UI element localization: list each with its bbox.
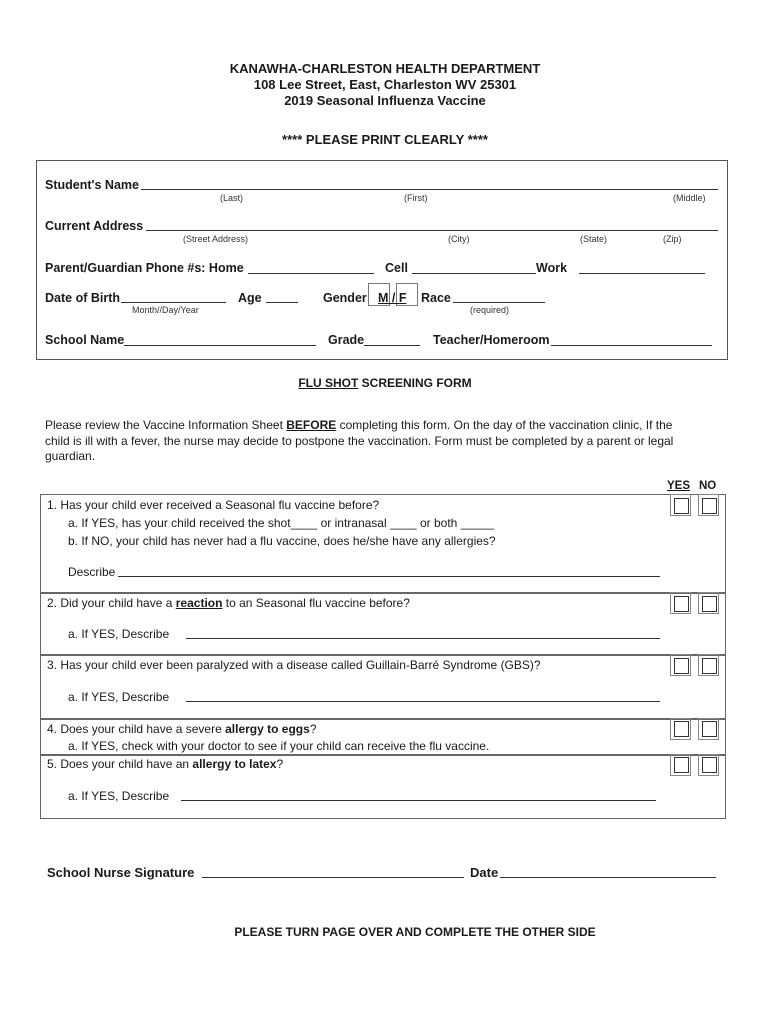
question-2-emphasis: reaction bbox=[175, 596, 223, 610]
student-name-label: Student's Name bbox=[45, 178, 139, 192]
q5-yes-checkbox[interactable] bbox=[674, 757, 689, 773]
intro-text-1: Please review the Vaccine Information Sheet bbox=[45, 418, 287, 432]
question-2-describe-field[interactable] bbox=[186, 638, 660, 639]
teacher-label: Teacher/Homeroom bbox=[433, 333, 550, 347]
intro-before: BEFORE bbox=[286, 418, 337, 432]
question-5-text-pre: 5. Does your child have an bbox=[47, 757, 193, 771]
state-caption: (State) bbox=[580, 234, 608, 244]
screening-title-rest: SCREENING FORM bbox=[358, 376, 472, 390]
q4-no-checkbox[interactable] bbox=[702, 721, 717, 737]
cell-phone-field[interactable] bbox=[412, 273, 536, 274]
date-field[interactable] bbox=[500, 877, 716, 878]
question-2 bbox=[47, 596, 410, 610]
question-2-text-pre: 2. Did your child have a bbox=[47, 596, 176, 610]
first-caption: (First) bbox=[404, 193, 428, 203]
question-3a: a. If YES, Describe bbox=[68, 690, 170, 704]
question-5-describe-field[interactable] bbox=[181, 800, 656, 801]
intro-text-2: completing this form. On the day of the vaccination clinic, If the bbox=[336, 418, 673, 432]
work-phone-field[interactable] bbox=[579, 273, 705, 274]
question-4 bbox=[47, 722, 317, 736]
q3-yes-checkbox[interactable] bbox=[674, 658, 689, 674]
yes-header: YES bbox=[667, 480, 691, 492]
question-4-emphasis: allergy to eggs bbox=[225, 722, 310, 736]
q2-yes-checkbox[interactable] bbox=[674, 596, 689, 612]
school-name-label: School Name bbox=[45, 333, 125, 347]
question-2a: a. If YES, Describe bbox=[68, 627, 170, 641]
intro-line-1 bbox=[45, 418, 725, 432]
question-5-emphasis: allergy to latex bbox=[192, 757, 277, 771]
cell-label: Cell bbox=[385, 261, 408, 275]
address-field[interactable] bbox=[146, 230, 718, 231]
question-3: 3. Has your child ever been paralyzed with a disease called Guillain-Barré Syndrome (GBS)? bbox=[47, 658, 541, 672]
phone-label: Parent/Guardian Phone #s: Home bbox=[45, 261, 244, 275]
q2-no-checkbox[interactable] bbox=[702, 596, 717, 612]
print-clearly-note: **** PLEASE PRINT CLEARLY **** bbox=[282, 132, 488, 147]
q1-yes-checkbox[interactable] bbox=[674, 498, 689, 514]
race-required-caption: (required) bbox=[470, 305, 510, 315]
teacher-field[interactable] bbox=[551, 345, 712, 346]
question-1: 1. Has your child ever received a Seasonal flu vaccine before? bbox=[47, 498, 380, 512]
q5-no-checkbox[interactable] bbox=[702, 757, 717, 773]
screening-title bbox=[0, 376, 770, 390]
student-name-field[interactable] bbox=[141, 189, 718, 190]
question-5a: a. If YES, Describe bbox=[68, 789, 170, 803]
race-field[interactable] bbox=[453, 302, 545, 303]
address-label: Current Address bbox=[45, 219, 144, 233]
no-header: NO bbox=[699, 480, 717, 492]
program-title: 2019 Seasonal Influenza Vaccine bbox=[284, 93, 486, 108]
question-5-text-post: ? bbox=[276, 757, 284, 771]
question-2-text-post: to an Seasonal flu vaccine before? bbox=[222, 596, 410, 610]
question-1-describe-label: Describe bbox=[68, 565, 116, 579]
question-4a: a. If YES, check with your doctor to see if your child can receive the flu vaccine. bbox=[68, 739, 490, 753]
question-5 bbox=[47, 757, 283, 771]
dob-field[interactable] bbox=[121, 302, 226, 303]
q3-no-checkbox[interactable] bbox=[702, 658, 717, 674]
gender-label: Gender bbox=[323, 291, 367, 305]
gender-options: M / F bbox=[378, 291, 407, 305]
nurse-signature-field[interactable] bbox=[202, 877, 464, 878]
intro-line-2: child is ill with a fever, the nurse may decide to postpone the vaccination. Form must be completed by a parent or legal bbox=[45, 434, 674, 448]
work-label: Work bbox=[536, 261, 568, 275]
nurse-signature-label: School Nurse Signature bbox=[47, 865, 195, 880]
last-caption: (Last) bbox=[220, 193, 244, 203]
screening-title-underlined: FLU SHOT bbox=[298, 376, 359, 390]
school-name-field[interactable] bbox=[124, 345, 316, 346]
home-phone-field[interactable] bbox=[248, 273, 374, 274]
question-3-describe-field[interactable] bbox=[186, 701, 660, 702]
street-caption: (Street Address) bbox=[183, 234, 249, 244]
question-1-describe-field[interactable] bbox=[118, 576, 660, 577]
middle-caption: (Middle) bbox=[673, 193, 706, 203]
intro-line-3: guardian. bbox=[45, 449, 96, 463]
grade-label: Grade bbox=[328, 333, 365, 347]
q4-yes-checkbox[interactable] bbox=[674, 721, 689, 737]
zip-caption: (Zip) bbox=[663, 234, 682, 244]
turn-page-note: PLEASE TURN PAGE OVER AND COMPLETE THE OTHER SIDE bbox=[234, 925, 596, 939]
question-4-text-pre: 4. Does your child have a severe bbox=[47, 722, 226, 736]
question-4-text-post: ? bbox=[309, 722, 317, 736]
dob-label: Date of Birth bbox=[45, 291, 120, 305]
org-address: 108 Lee Street, East, Charleston WV 25301 bbox=[253, 77, 517, 92]
question-1b: b. If NO, your child has never had a flu vaccine, does he/she have any allergies? bbox=[68, 534, 496, 548]
date-label: Date bbox=[470, 865, 499, 880]
grade-field[interactable] bbox=[364, 345, 420, 346]
race-label: Race bbox=[421, 291, 451, 305]
age-label: Age bbox=[238, 291, 262, 305]
age-field[interactable] bbox=[266, 302, 298, 303]
student-info-box bbox=[36, 160, 728, 360]
org-title: KANAWHA-CHARLESTON HEALTH DEPARTMENT bbox=[229, 61, 541, 76]
city-caption: (City) bbox=[448, 234, 470, 244]
q1-no-checkbox[interactable] bbox=[702, 498, 717, 514]
question-1a: a. If YES, has your child received the shot____ or intranasal ____ or both _____ bbox=[68, 516, 495, 530]
dob-format-caption: Month//Day/Year bbox=[132, 305, 199, 315]
